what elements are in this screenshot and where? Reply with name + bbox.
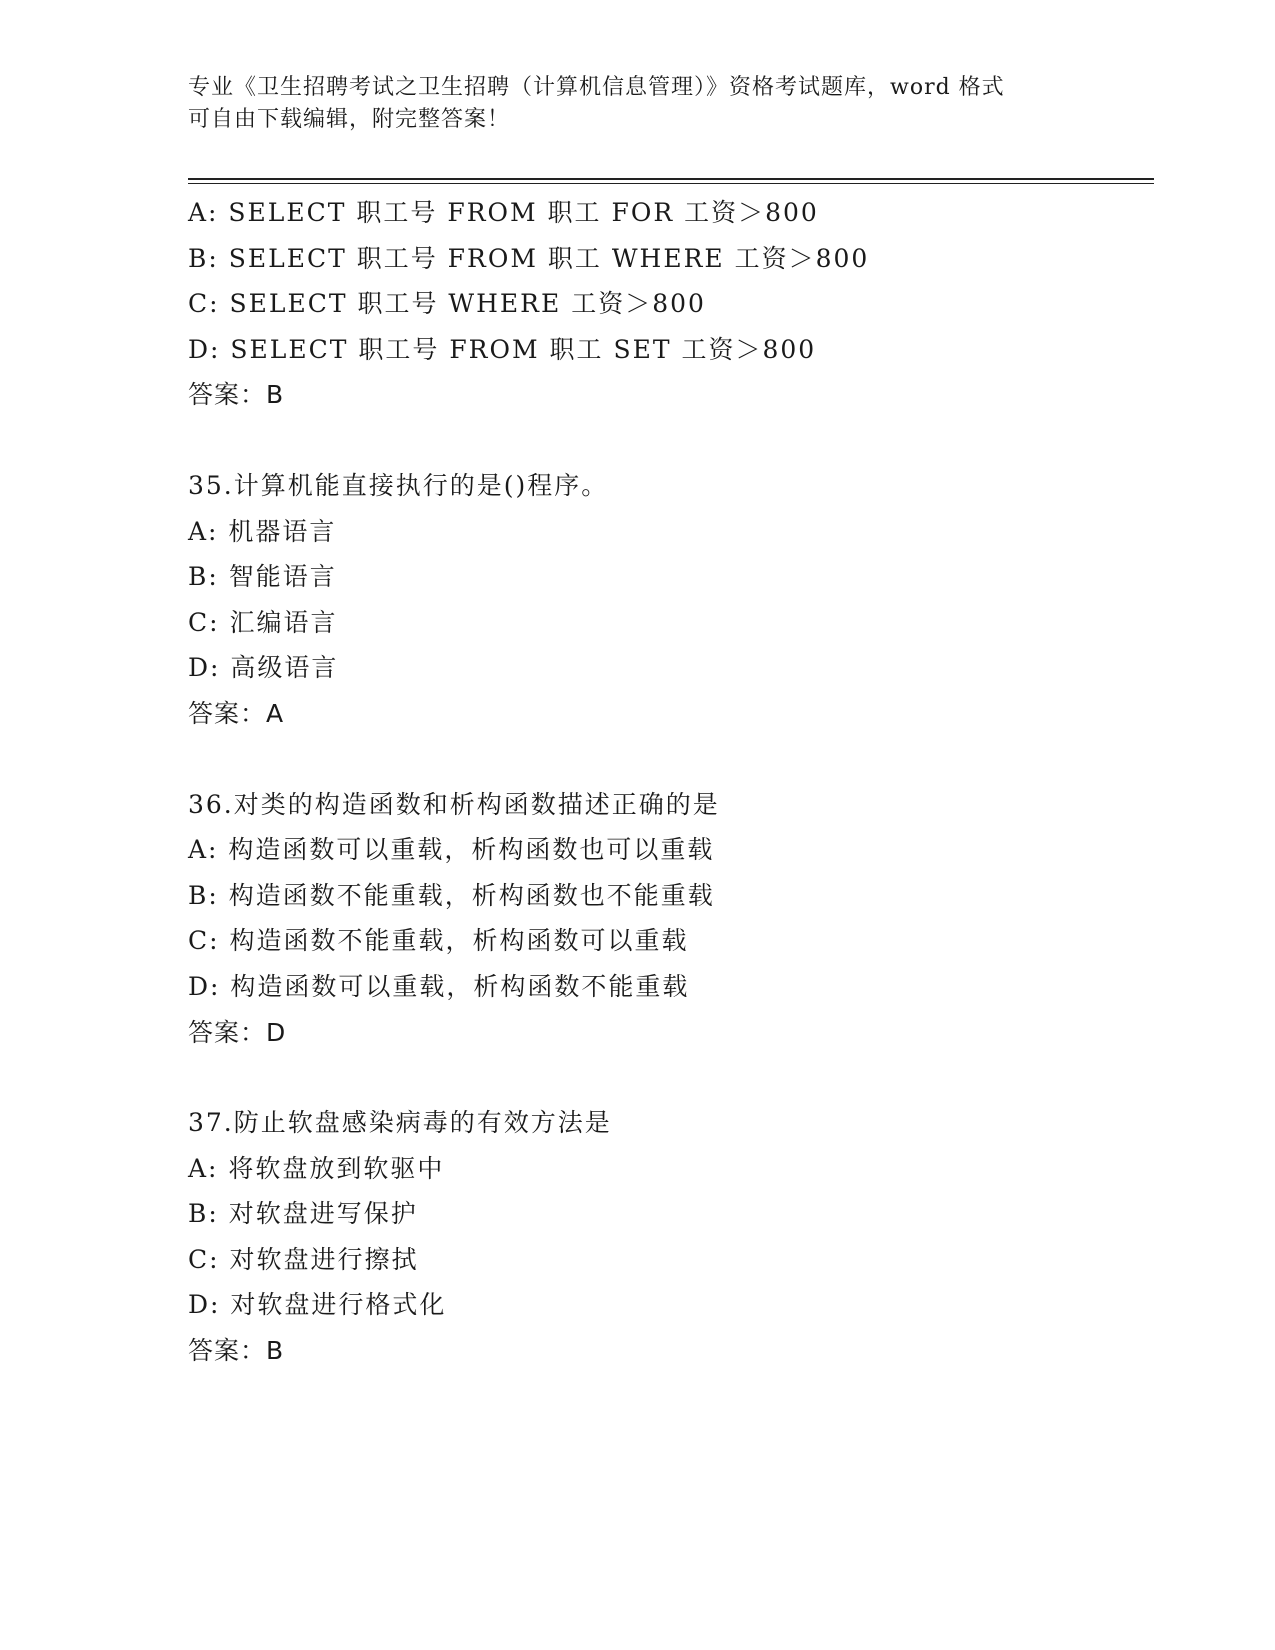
question-block-34: [188, 190, 1148, 418]
question-block-36: [188, 782, 1148, 1056]
option-a: A: 构造函数可以重载，析构函数也可以重载: [188, 835, 715, 865]
option-b: B: 智能语言: [188, 562, 337, 592]
option-c: C: SELECT 职工号 WHERE 工资＞800: [188, 289, 706, 319]
header-line-1: 专业《卫生招聘考试之卫生招聘（计算机信息管理）》资格考试题库，word 格式: [188, 75, 1005, 100]
question-stem: 36.对类的构造函数和析构函数描述正确的是: [188, 789, 720, 819]
option-a: A: 机器语言: [188, 516, 337, 546]
option-c: C: 对软盘进行擦拭: [188, 1244, 419, 1274]
answer-line: 答案：D: [188, 1017, 287, 1047]
option-c: C: 汇编语言: [188, 607, 338, 637]
option-d: D: 对软盘进行格式化: [188, 1290, 447, 1320]
option-d: D: 构造函数可以重载，析构函数不能重载: [188, 971, 690, 1001]
question-block-35: [188, 463, 1148, 737]
question-list: [188, 190, 1148, 1374]
answer-line: 答案：B: [188, 380, 285, 410]
block-spacer: [188, 1055, 1148, 1100]
question-stem: 37.防止软盘感染病毒的有效方法是: [188, 1108, 612, 1138]
answer-line: 答案：A: [188, 698, 285, 728]
option-b: B: 构造函数不能重载，析构函数也不能重载: [188, 880, 715, 910]
option-b: B: SELECT 职工号 FROM 职工 WHERE 工资＞800: [188, 243, 870, 273]
option-a: A: 将软盘放到软驱中: [188, 1153, 445, 1183]
header-double-rule: [188, 178, 1154, 184]
question-block-37: [188, 1100, 1148, 1374]
option-a: A: SELECT 职工号 FROM 职工 FOR 工资＞800: [188, 198, 819, 227]
document-header: [188, 72, 1088, 136]
block-spacer: [188, 418, 1148, 463]
answer-line: 答案：B: [188, 1336, 285, 1366]
option-d: D: 高级语言: [188, 653, 339, 683]
header-line-2: 可自由下载编辑，附完整答案！: [188, 107, 511, 132]
option-c: C: 构造函数不能重载，析构函数可以重载: [188, 926, 689, 956]
option-b: B: 对软盘进写保护: [188, 1199, 418, 1229]
question-stem: 35.计算机能直接执行的是()程序。: [188, 470, 609, 500]
block-spacer: [188, 737, 1148, 782]
option-d: D: SELECT 职工号 FROM 职工 SET 工资＞800: [188, 334, 817, 364]
